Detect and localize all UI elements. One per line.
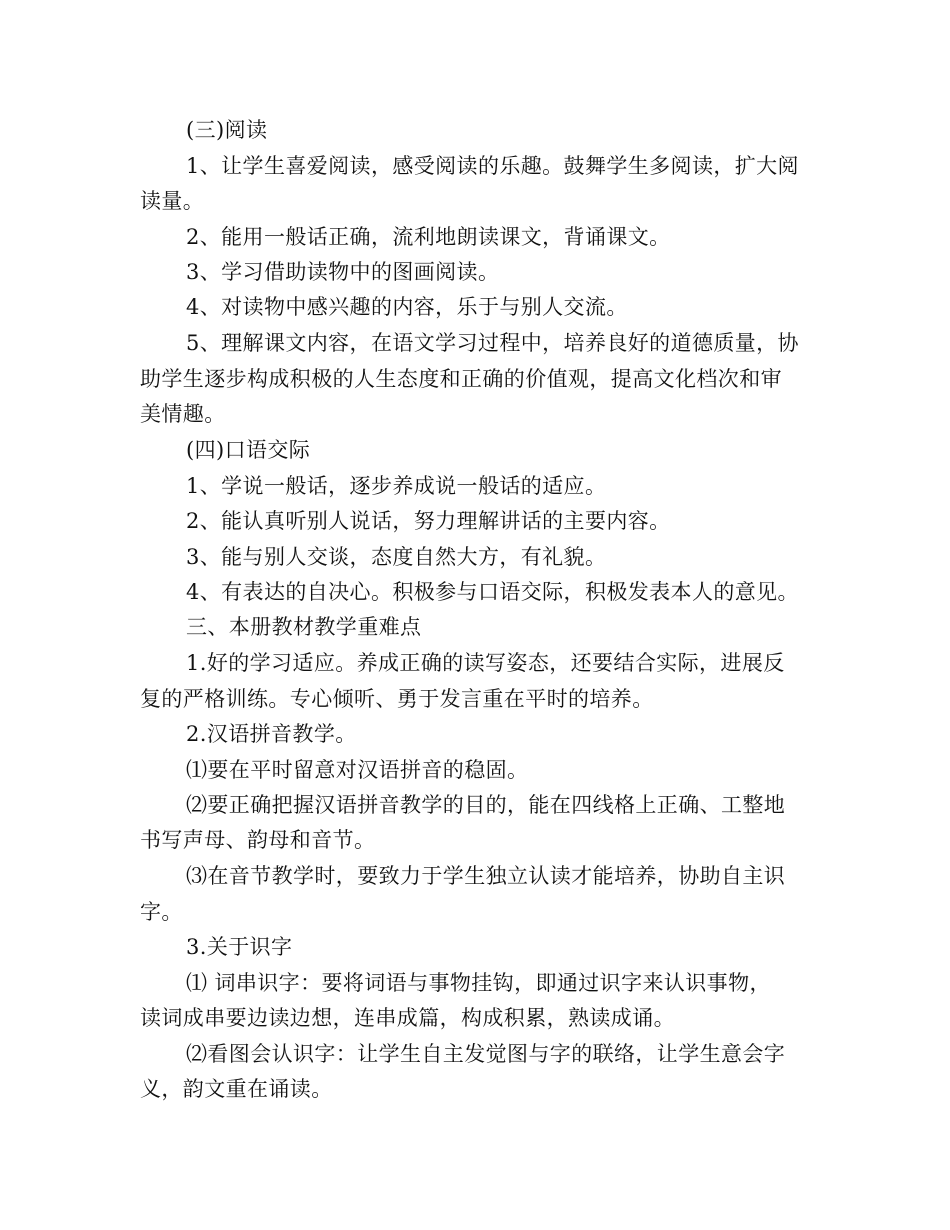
- heading-oral-communication: (四)口语交际: [186, 438, 311, 462]
- paragraph-line: 3、能与别人交谈，态度自然大方，有礼貌。: [186, 545, 607, 569]
- heading-key-points: 三、本册教材教学重难点: [186, 615, 422, 639]
- paragraph-line: ⑶在音节教学时，要致力于学生独立认读才能培养，协助自主识: [186, 864, 786, 888]
- paragraph-line: 读量。: [140, 189, 205, 213]
- paragraph-line: 1、让学生喜爱阅读，感受阅读的乐趣。鼓舞学生多阅读，扩大阅: [186, 154, 799, 178]
- paragraph-line: ⑵要正确把握汉语拼音教学的目的，能在四线格上正确、工整地: [186, 793, 786, 817]
- paragraph-line: 2、能认真听别人说话，努力理解讲话的主要内容。: [186, 509, 671, 533]
- paragraph-line: 2、能用一般话正确，流利地朗读课文，背诵课文。: [186, 225, 671, 249]
- paragraph-line: 助学生逐步构成积极的人生态度和正确的价值观，提高文化档次和审: [140, 367, 782, 391]
- paragraph-line: ⑴ 词串识字：要将词语与事物挂钩，即通过识字来认识事物，: [186, 971, 771, 995]
- paragraph-line: 3.关于识字: [186, 935, 293, 959]
- paragraph-line: 1.好的学习适应。养成正确的读写姿态，还要结合实际，进展反: [186, 651, 785, 675]
- paragraph-line: 4、有表达的自决心。积极参与口语交际，积极发表本人的意见。: [186, 580, 799, 604]
- paragraph-line: 书写声母、韵母和音节。: [140, 828, 376, 852]
- paragraph-line: 3、学习借助读物中的图画阅读。: [186, 260, 500, 284]
- paragraph-line: 字。: [140, 900, 183, 924]
- paragraph-line: 义，韵文重在诵读。: [140, 1077, 333, 1101]
- paragraph-line: 2.汉语拼音教学。: [186, 722, 357, 746]
- paragraph-line: ⑴要在平时留意对汉语拼音的稳固。: [186, 758, 529, 782]
- paragraph-line: 读词成串要边读边想，连串成篇，构成积累，熟读成诵。: [140, 1006, 675, 1030]
- paragraph-line: 复的严格训练。专心倾听、勇于发言重在平时的培养。: [140, 687, 654, 711]
- paragraph-line: 1、学说一般话，逐步养成说一般话的适应。: [186, 474, 607, 498]
- paragraph-line: 5、理解课文内容，在语文学习过程中，培养良好的道德质量，协: [186, 331, 799, 355]
- paragraph-line: 4、对读物中感兴趣的内容，乐于与别人交流。: [186, 295, 628, 319]
- heading-reading: (三)阅读: [186, 118, 268, 142]
- paragraph-line: 美情趣。: [140, 402, 226, 426]
- paragraph-line: ⑵看图会认识字：让学生自主发觉图与字的联络，让学生意会字: [186, 1042, 786, 1066]
